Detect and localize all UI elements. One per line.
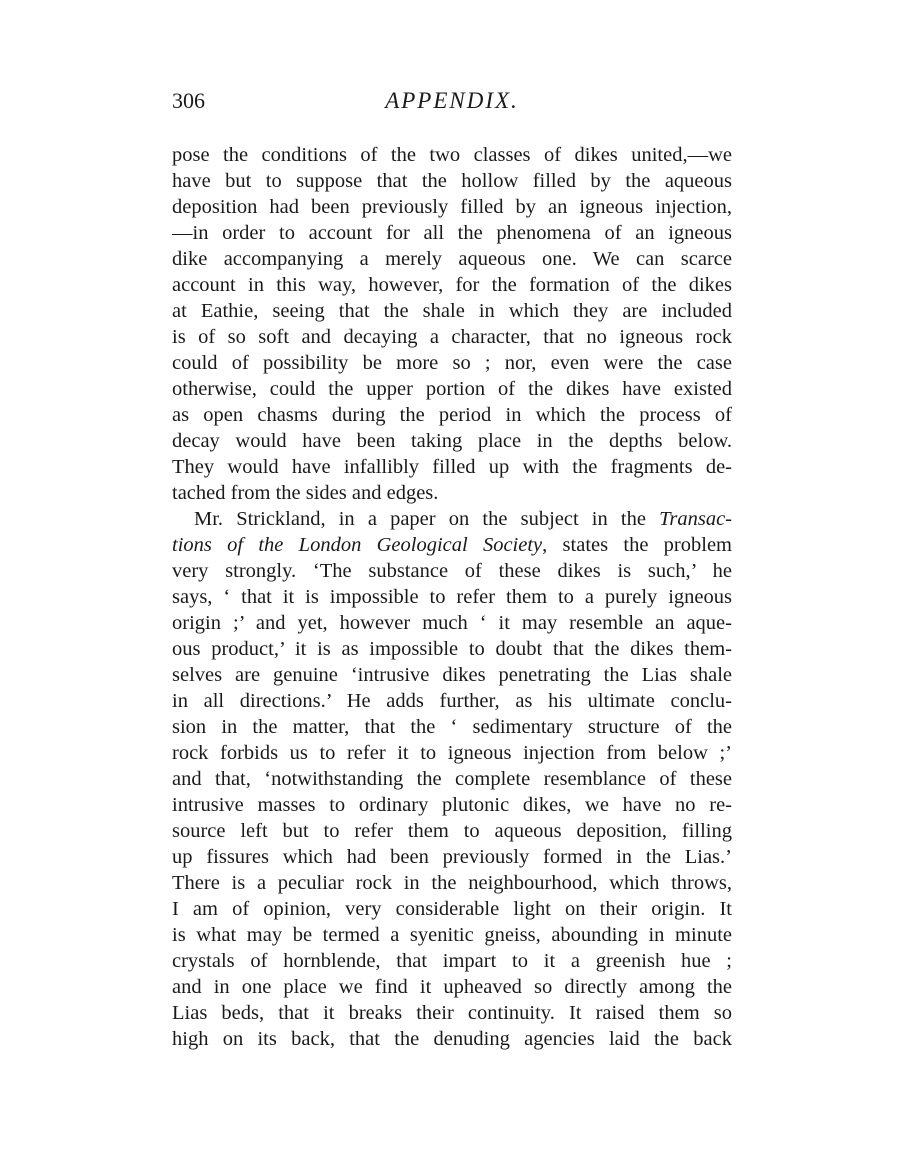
text-line: as open chasms during the period in which the process of	[172, 404, 732, 426]
text-line: There is a peculiar rock in the neighbourhood, which throws,	[172, 872, 732, 894]
text-line: dike accompanying a merely aqueous one. We can scarce	[172, 248, 732, 270]
italic-text: Transac-	[659, 508, 733, 530]
text-line: origin ;’ and yet, however much ‘ it may resemble an aque-	[172, 612, 732, 634]
text-line: selves are genuine ‘intrusive dikes penetrating the Lias shale	[172, 664, 732, 686]
text-line: pose the conditions of the two classes of dikes united,—we	[172, 144, 732, 166]
text-line: rock forbids us to refer it to igneous injection from below ;’	[172, 742, 732, 764]
body-text	[172, 142, 732, 1052]
text-fragment: , states the problem	[542, 534, 733, 556]
page-header	[172, 88, 732, 120]
text-line: is of so soft and decaying a character, that no igneous rock	[172, 326, 732, 348]
text-line: high on its back, that the denuding agencies laid the back	[172, 1028, 732, 1050]
text-line: have but to suppose that the hollow filled by the aqueous	[172, 170, 732, 192]
text-line: up fissures which had been previously formed in the Lias.’	[172, 846, 732, 868]
text-line: crystals of hornblende, that impart to it a greenish hue ;	[172, 950, 732, 972]
text-line: is what may be termed a syenitic gneiss, abounding in minute	[172, 924, 732, 946]
text-line: otherwise, could the upper portion of the dikes have existed	[172, 378, 732, 400]
text-line: intrusive masses to ordinary plutonic dikes, we have no re-	[172, 794, 732, 816]
text-line: account in this way, however, for the formation of the dikes	[172, 274, 732, 296]
text-line: and that, ‘notwithstanding the complete resemblance of these	[172, 768, 732, 790]
italic-text: tions of the London Geological Society	[172, 534, 543, 556]
text-line	[172, 532, 732, 558]
text-line: —in order to account for all the phenomena of an igneous	[172, 222, 732, 244]
text-line: decay would have been taking place in the depths below.	[172, 430, 732, 452]
text-fragment: Mr. Strickland, in a paper on the subject in the	[194, 508, 646, 530]
text-line: very strongly. ‘The substance of these dikes is such,’ he	[172, 560, 732, 582]
text-line	[172, 506, 732, 532]
text-line: in all directions.’ He adds further, as his ultimate conclu-	[172, 690, 732, 712]
text-line: and in one place we find it upheaved so directly among the	[172, 976, 732, 998]
text-line: Lias beds, that it breaks their continuity. It raised them so	[172, 1002, 732, 1024]
text-line: tached from the sides and edges.	[172, 482, 439, 504]
text-line: at Eathie, seeing that the shale in which they are included	[172, 300, 732, 322]
text-line: They would have infallibly filled up with the fragments de-	[172, 456, 732, 478]
page-number: 306	[172, 88, 205, 113]
text-line: deposition had been previously filled by an igneous injection,	[172, 196, 732, 218]
text-line: I am of opinion, very considerable light on their origin. It	[172, 898, 732, 920]
text-line: sion in the matter, that the ‘ sedimentary structure of the	[172, 716, 732, 738]
text-line: source left but to refer them to aqueous deposition, filling	[172, 820, 732, 842]
text-line: could of possibility be more so ; nor, even were the case	[172, 352, 732, 374]
text-line: says, ‘ that it is impossible to refer them to a purely igneous	[172, 586, 732, 608]
running-head: APPENDIX.	[385, 88, 519, 113]
text-line: ous product,’ it is as impossible to doubt that the dikes them-	[172, 638, 732, 660]
